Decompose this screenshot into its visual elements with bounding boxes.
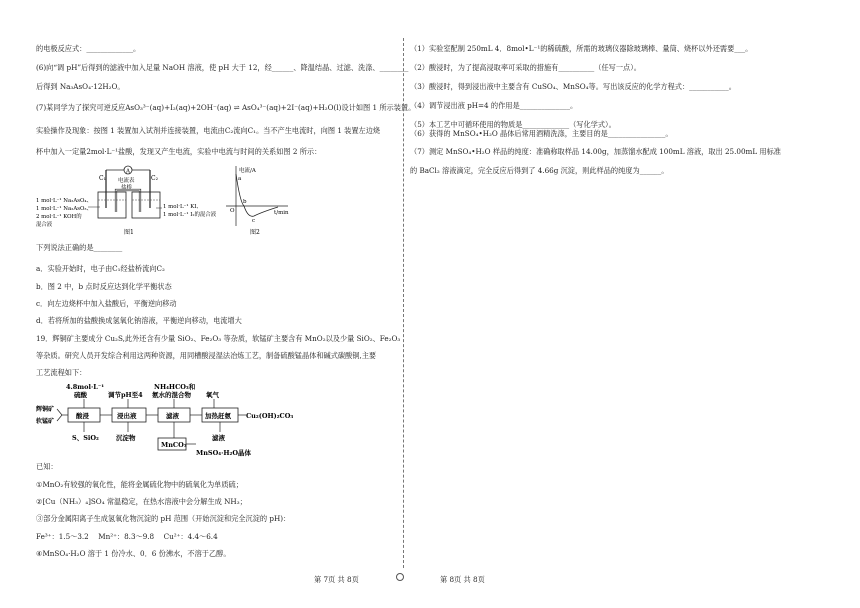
figure-2-caption: 图2 bbox=[250, 229, 260, 236]
figure-2-current-time bbox=[222, 162, 292, 238]
flow-box: 酸浸 bbox=[76, 412, 89, 420]
question-line: （7）测定 MnSO₄•H₂O 样品的纯度：准确称取样品 14.00g，加蒸馏水配成 100mL 溶液，取出 25.00mL 用标准 bbox=[410, 147, 781, 156]
question-line: 的 BaCl₂ 溶液滴定，完全反应后得到了 4.66g 沉淀，则此样品的纯度为______。 bbox=[410, 166, 669, 175]
question-line: （1）实验室配制 250mL 4．8mol•L⁻¹的稀硫酸，所需的玻璃仪器除玻璃棒、量筒、烧杯以外还需要___。 bbox=[410, 44, 753, 53]
salt-bridge-label: 盐桥 bbox=[121, 185, 133, 191]
page-number-right: 第 8页 共 8页 bbox=[440, 575, 485, 584]
electrode-c2-label: C₂ bbox=[151, 175, 158, 182]
point-b-label: b bbox=[243, 199, 247, 205]
option-b: b．图 2 中，b 点时反应达到化学平衡状态 bbox=[36, 282, 172, 291]
question-line: （4）调节浸出液 pH=4 的作用是______________。 bbox=[410, 101, 578, 110]
text-line: (6)向“调 pH”后得到的滤液中加入足量 NaOH 溶液，使 pH 大于 12，经______、降温结晶、过滤、洗涤、________ bbox=[36, 63, 409, 72]
x-axis-label: t/min bbox=[274, 210, 289, 216]
flow-crystal: MnSO₄·H₂O晶体 bbox=[196, 449, 252, 457]
flow-acid-label: 4.8mol·L⁻¹ bbox=[66, 383, 105, 391]
flow-acid-label: 硫酸 bbox=[74, 391, 87, 399]
text-line: 19．辉铜矿主要成分 Cu₂S,此外还含有少量 SiO₂、Fe₂O₃ 等杂质，软锰矿主要含有 MnO₂以及少量 SiO₂、Fe₂O₃ bbox=[36, 334, 401, 343]
text-line: ①MnO₂有较强的氧化性，能将金属硫化物中的硫氧化为单质硫； bbox=[36, 480, 243, 489]
text-line: ④MnSO₄·H₂O 溶于 1 份冷水、0．6 份沸水，不溶于乙醇。 bbox=[36, 549, 231, 558]
left-solution-line: 1 mol·L⁻¹ Na₃AsO₄、 bbox=[36, 198, 92, 204]
right-solution-line: 1 mol·L⁻¹ KI、 bbox=[163, 204, 202, 210]
text-line: 杯中加入一定量2mol·L⁻¹盐酸，发现又产生电流，实验中电流与时间的关系如图 2 所示： bbox=[36, 147, 322, 156]
text-line: 已知： bbox=[36, 462, 58, 471]
option-a: a．实验开始时，电子由C₁经盐桥流向C₂ bbox=[36, 264, 165, 273]
figure-1-caption: 图1 bbox=[124, 229, 134, 236]
flow-reagent-label: NH₄HCO₃和 bbox=[154, 383, 196, 391]
text-line: 后得到 Na₃AsO₄·12H₂O。 bbox=[36, 82, 125, 91]
flow-box: 加热赶氨 bbox=[205, 412, 231, 420]
column-divider bbox=[403, 38, 404, 568]
text-line: 工艺流程如下： bbox=[36, 368, 87, 377]
question-line: （3）酸浸时，得到浸出液中主要含有 CuSO₄、MnSO₄等。写出该反应的化学方程式：___________。 bbox=[410, 82, 736, 91]
flow-reagent-label: 氨水的混合物 bbox=[152, 391, 191, 399]
text-line: (7)某同学为了探究可逆反应AsO₃³⁻(aq)+I₂(aq)+2OH⁻(aq) ⇌ AsO₄³⁻(aq)+2I⁻(aq)+H₂O(l)设计如图 1 所示装置。 bbox=[36, 103, 416, 112]
flow-box: 浸出液 bbox=[117, 412, 137, 420]
text-line: 的电极反应式：_____________。 bbox=[36, 44, 141, 53]
page-number-left: 第 7页 共 8页 bbox=[314, 575, 359, 584]
flow-residue: S、SiO₂ bbox=[72, 434, 99, 442]
y-axis-label: 电流/A bbox=[239, 168, 256, 174]
left-solution-line: 混合液 bbox=[36, 222, 53, 228]
text-line: 实验操作及现象：按图 1 装置加入试剂并连接装置，电流由C₂流向C₁。当不产生电流时，向图 1 装置左边烧 bbox=[36, 126, 381, 135]
right-solution-line: 1 mol·L⁻¹ I₂的混合液 bbox=[163, 212, 217, 218]
point-a-label: a bbox=[238, 176, 242, 182]
flow-oxygen-label: 氧气 bbox=[206, 391, 219, 399]
ammeter-label: A bbox=[126, 168, 130, 175]
option-d: d．若将所加的盐酸换成氢氧化钠溶液，平衡逆向移动，电流增大 bbox=[36, 316, 242, 325]
process-flow-chart bbox=[36, 380, 294, 460]
origin-label: O bbox=[230, 208, 235, 214]
question-line: （5）本工艺中可循环使用的物质是_____________（写化学式）。 bbox=[410, 120, 616, 129]
flow-filtrate: 滤液 bbox=[212, 434, 225, 442]
text-line: ③部分金属阳离子生成氢氧化物沉淀的 pH 范围（开始沉淀和完全沉淀的 pH)： bbox=[36, 514, 291, 523]
flow-precipitate: 沉淀物 bbox=[116, 434, 136, 442]
binding-hole-icon bbox=[396, 573, 404, 581]
electrode-c1-label: C₁ bbox=[99, 175, 106, 182]
ammeter-text: 电流表 bbox=[118, 178, 135, 184]
flow-product: Cu₂(OH)₂CO₃ bbox=[246, 412, 294, 420]
point-c-label: c bbox=[252, 218, 256, 224]
option-c: c．向左边烧杯中加入盐酸后，平衡逆向移动 bbox=[36, 299, 177, 308]
flow-ore-label: 辉铜矿 bbox=[36, 406, 55, 413]
figure-1-apparatus bbox=[36, 162, 216, 238]
flow-box: 滤液 bbox=[166, 412, 179, 420]
question-line: （2）酸浸时，为了提高浸取率可采取的措施有__________（任写一点）。 bbox=[410, 63, 641, 72]
flow-ore-label: 软锰矿 bbox=[36, 418, 55, 425]
flow-mnco3: MnCO₃ bbox=[161, 441, 187, 449]
question-line: （6）获得的 MnSO₄•H₂O 晶体后常用酒精洗涤，主要目的是________________。 bbox=[410, 129, 673, 138]
flow-adjust-label: 调节pH至4 bbox=[108, 391, 143, 399]
left-solution-line: 2 mol·L⁻¹ KOH的 bbox=[36, 214, 82, 220]
text-line: ②[Cu（NH₃）₄]SO₄ 常温稳定，在热水溶液中会分解生成 NH₃； bbox=[36, 497, 247, 506]
text-line: Fe³⁺：1.5～3.2 Mn²⁺：8.3～9.8 Cu²⁺：4.4～6.4 bbox=[36, 532, 218, 541]
left-solution-line: 1 mol·L⁻¹ Na₃AsO₃、 bbox=[36, 206, 92, 212]
text-line: 等杂质。研究人员开发综合利用这两种资源，用同槽酸浸湿法冶炼工艺，制备硫酸锰晶体和碱式碳酸铜,主要 bbox=[36, 351, 377, 360]
text-line: 下列说法正确的是________ bbox=[36, 243, 123, 252]
